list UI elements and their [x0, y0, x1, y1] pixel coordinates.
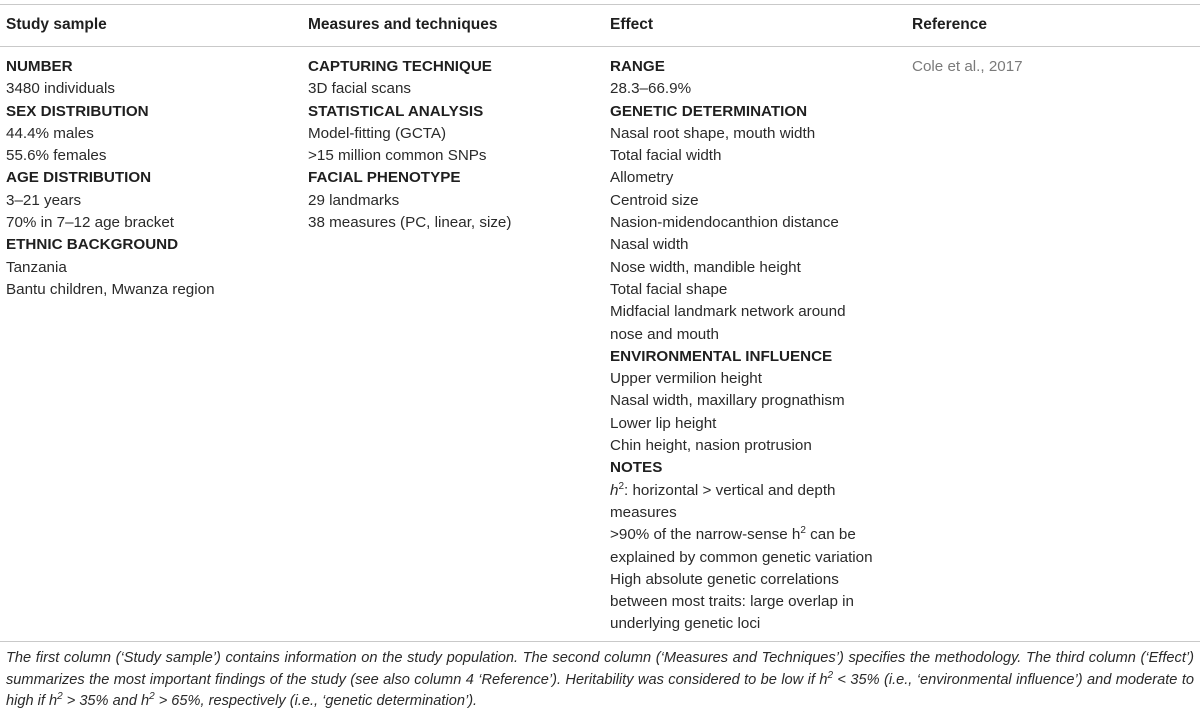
- genetic-item: Total facial width: [610, 147, 722, 165]
- stat-heading: STATISTICAL ANALYSIS: [308, 102, 484, 120]
- notes-line-4: explained by common genetic variation: [610, 548, 873, 566]
- table-top-rule: [0, 4, 1200, 5]
- sex-females: 55.6% females: [6, 147, 107, 165]
- notes-line-3-text-b: can be: [805, 526, 856, 544]
- genetic-item: Nasion-midendocanthion distance: [610, 214, 839, 232]
- notes-line-6: between most traits: large overlap in: [610, 593, 854, 611]
- ethnic-country: Tanzania: [6, 258, 67, 276]
- notes-line-3-text-a: >90% of the narrow-sense h: [610, 526, 801, 544]
- ethnic-group: Bantu children, Mwanza region: [6, 280, 215, 298]
- table-footnote: [6, 648, 1194, 713]
- notes-line-3: [610, 524, 900, 546]
- environmental-item: Lower lip height: [610, 414, 717, 432]
- sex-males: 44.4% males: [6, 124, 94, 142]
- age-heading: AGE DISTRIBUTION: [6, 169, 152, 187]
- genetic-item: Centroid size: [610, 191, 699, 209]
- notes-line-7: underlying genetic loci: [610, 615, 761, 633]
- ethnic-heading: ETHNIC BACKGROUND: [6, 236, 179, 254]
- measures-cell: [308, 56, 598, 234]
- notes-h-symbol: h: [610, 481, 619, 499]
- notes-heading: NOTES: [610, 459, 663, 477]
- genetic-item: Total facial shape: [610, 280, 728, 298]
- footnote-part-1: The first column (‘Study sample’) contains information on the study population. The second column (‘Measures and Techniques’) specifies the methodology. The third column (‘Effect’) summarizes the most important findings of the study (see also column 4 ‘Reference’). Heritability was considered to be low if h: [6, 650, 1194, 688]
- capturing-heading: CAPTURING TECHNIQUE: [308, 58, 492, 75]
- notes-h-superscript: 2: [618, 480, 625, 492]
- sex-heading: SEX DISTRIBUTION: [6, 102, 149, 120]
- number-heading: NUMBER: [6, 58, 73, 75]
- header-reference: Reference: [912, 16, 987, 33]
- genetic-item: Midfacial landmark network around: [610, 303, 846, 321]
- notes-line-3-superscript: 2: [800, 525, 806, 537]
- genetic-item: Nasal root shape, mouth width: [610, 124, 816, 142]
- header-effect: Effect: [610, 16, 654, 33]
- footnote-superscript-1: 2: [827, 669, 834, 681]
- age-range: 3–21 years: [6, 191, 82, 209]
- table-bottom-rule: [0, 641, 1200, 642]
- environmental-item: Upper vermilion height: [610, 370, 762, 388]
- footnote-superscript-3: 2: [149, 691, 155, 703]
- age-bracket: 70% in 7–12 age bracket: [6, 214, 175, 232]
- environmental-item: Nasal width, maxillary prognathism: [610, 392, 845, 410]
- genetic-heading: GENETIC DETERMINATION: [610, 102, 808, 120]
- range-heading: RANGE: [610, 58, 665, 75]
- capturing-value: 3D facial scans: [308, 80, 411, 98]
- notes-line-1-text: : horizontal > vertical and depth: [624, 481, 836, 499]
- environmental-heading: ENVIRONMENTAL INFLUENCE: [610, 347, 833, 365]
- phenotype-measures: 38 measures (PC, linear, size): [308, 214, 512, 232]
- header-study-sample: Study sample: [6, 16, 107, 33]
- phenotype-heading: FACIAL PHENOTYPE: [308, 169, 461, 187]
- stat-model: Model-fitting (GCTA): [308, 124, 447, 142]
- footnote-part-3: > 35% and h: [62, 693, 150, 709]
- environmental-item: Chin height, nasion protrusion: [610, 437, 812, 455]
- footnote-part-4: > 65%, respectively (i.e., ‘genetic determination’).: [154, 693, 478, 709]
- range-value: 28.3–66.9%: [610, 80, 692, 98]
- header-rule: [0, 46, 1200, 47]
- phenotype-landmarks: 29 landmarks: [308, 191, 400, 209]
- footnote-superscript-2: 2: [57, 691, 63, 703]
- stat-snps: >15 million common SNPs: [308, 147, 487, 165]
- genetic-item: Nasal width: [610, 236, 689, 254]
- notes-line-2: measures: [610, 503, 677, 521]
- genetic-item: nose and mouth: [610, 325, 719, 343]
- genetic-item: Nose width, mandible height: [610, 258, 801, 276]
- reference-cell: [912, 56, 1192, 78]
- footnote-part-2: < 35% (i.e., ‘environmental influence’) and moderate to high if h: [6, 671, 1194, 709]
- notes-line-1: [610, 480, 900, 502]
- notes-line-5: High absolute genetic correlations: [610, 570, 839, 588]
- genetic-item: Allometry: [610, 169, 674, 187]
- effect-cell: [610, 56, 900, 636]
- reference-citation[interactable]: Cole et al., 2017: [912, 58, 1023, 75]
- number-value: 3480 individuals: [6, 80, 115, 98]
- study-sample-cell: [6, 56, 296, 301]
- header-measures: Measures and techniques: [308, 16, 498, 33]
